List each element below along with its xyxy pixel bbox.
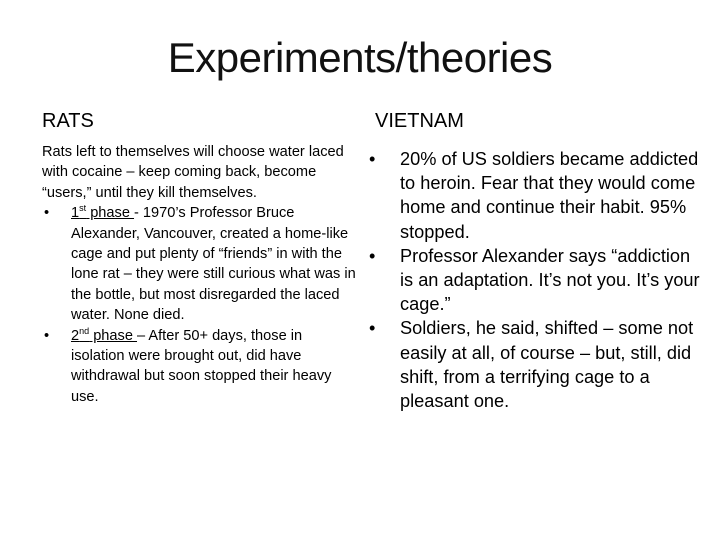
bullet-icon: • — [369, 245, 376, 266]
bullet-icon: • — [44, 327, 50, 344]
bullet-icon: • — [369, 318, 376, 339]
rats-intro-text: Rats left to themselves will choose water laced with cocaine – keep coming back, become “users,” until they kill themselves. — [42, 144, 344, 201]
ordinal-suffix: nd — [79, 325, 90, 336]
bullet-text: – After 50+ days, those in isolation were brought out, did have withdrawal but soon stopped their heavy use. — [71, 327, 332, 405]
phase-label — [71, 325, 138, 344]
slide-title: Experiments/theories — [167, 34, 553, 81]
list-item — [367, 316, 707, 413]
rats-heading: RATS — [42, 110, 94, 132]
vietnam-bullet-list — [367, 147, 707, 413]
list-item — [42, 326, 357, 408]
list-item — [42, 203, 357, 325]
phase-number: 1 — [71, 205, 80, 222]
list-item — [367, 244, 707, 317]
phase-word: phase — [86, 205, 135, 222]
vietnam-column — [367, 147, 707, 413]
bullet-icon: • — [44, 205, 50, 222]
bullet-text: Professor Alexander says “addiction is an adaptation. It’s not you. It’s your cage.” — [400, 245, 700, 315]
bullet-text: Soldiers, he said, shifted – some not easily at all, of course – but, still, did shift, from a terrifying cage to a pleasant one. — [400, 318, 694, 412]
phase-word: phase — [89, 327, 138, 344]
list-item — [367, 147, 707, 244]
rats-column — [42, 142, 357, 407]
ordinal-suffix: st — [79, 203, 87, 214]
vietnam-heading: VIETNAM — [375, 110, 464, 132]
bullet-text: - 1970’s Professor Bruce Alexander, Vancouver, created a home-like cage and put plenty of “friends” in with the lone rat – they were still curious what was in the bottle, but most disregarded the laced water. None died. — [71, 205, 356, 324]
bullet-text: 20% of US soldiers became addicted to heroin. Fear that they would come home and continue their habit. 95% stopped. — [400, 149, 699, 242]
bullet-icon: • — [369, 149, 376, 169]
phase-number: 2 — [71, 327, 80, 344]
phase-label — [71, 205, 134, 221]
rats-bullet-list — [42, 203, 357, 407]
